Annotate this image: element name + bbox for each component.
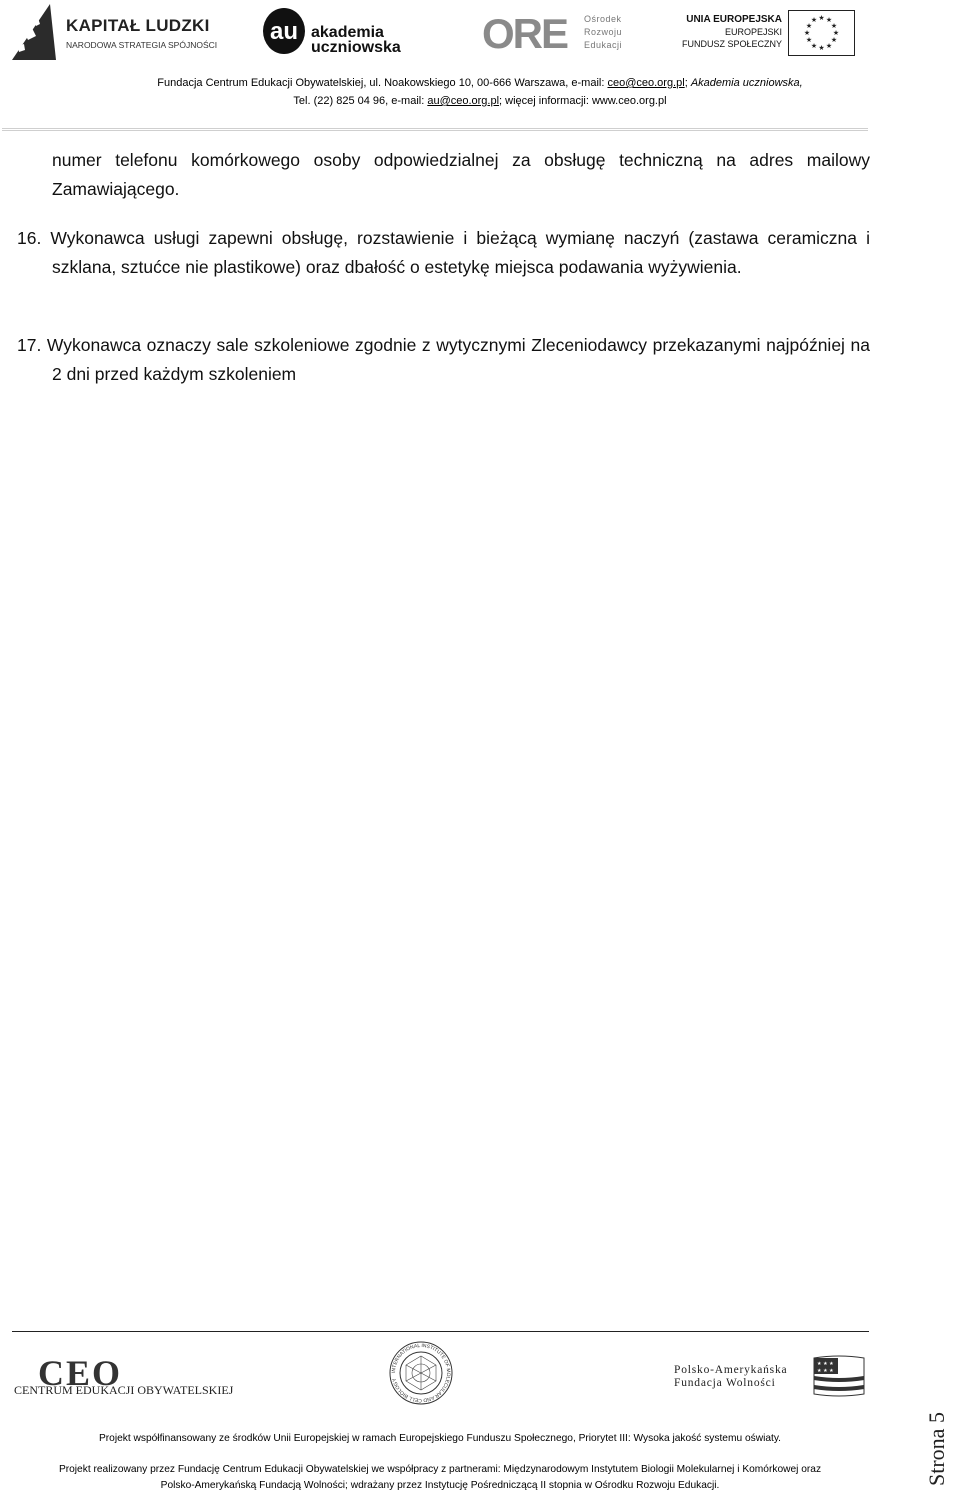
ore-mark-icon — [482, 10, 582, 55]
svg-text:★: ★ — [832, 29, 840, 37]
ceo-logo-mark: CEO — [38, 1353, 123, 1393]
eu-line1: UNIA EUROPEJSKA — [686, 14, 782, 25]
svg-text:★: ★ — [818, 44, 825, 52]
ore-logo — [482, 10, 642, 55]
contact-line-1: Fundacja Centrum Edukacji Obywatelskiej, ul. Noakowskiego 10, 00-666 Warszawa, e-mail: ceo@ceo.org.pl; Akademia uczniowska, — [157, 77, 803, 89]
pafw-line2: Fundacja Wolności — [674, 1377, 776, 1389]
svg-text:★: ★ — [810, 16, 818, 24]
ceo-logo-subtitle: CENTRUM EDUKACJI OBYWATELSKIEJ — [14, 1383, 234, 1397]
footer-note-1: Projekt współfinansowany ze środków Unii Europejskiej w ramach Europejskiego Funduszu Społecznego, Priorytet III: Wysoka jakość systemu oświaty. — [98, 1433, 781, 1444]
eu-line2: EUROPEJSKI — [724, 27, 782, 37]
svg-text:★: ★ — [830, 22, 838, 30]
svg-text:★: ★ — [805, 22, 813, 30]
eu-line3: FUNDUSZ SPOŁECZNY — [681, 39, 782, 49]
iimcb-logo-icon — [388, 1340, 454, 1406]
svg-text:★: ★ — [803, 29, 811, 37]
footer-note-2: Projekt realizowany przez Fundację Centrum Edukacji Obywatelskiej we współpracy z partnerami: Międzynarodowym Instytutem Biologii Molekularnej i Komórkowej oraz — [58, 1464, 822, 1475]
ceo-email-link[interactable]: ceo@ceo.org.pl — [607, 77, 685, 89]
au-line1: akademia — [311, 24, 384, 41]
au-email-link[interactable]: au@ceo.org.pl — [427, 95, 500, 107]
pafw-flag-icon — [812, 1354, 866, 1398]
ore-sub-line1: Ośrodek — [584, 14, 622, 24]
svg-text:★: ★ — [805, 36, 813, 44]
eu-flag-icon — [788, 10, 855, 56]
item-17-number: 17. — [17, 335, 42, 355]
header-divider — [2, 128, 868, 131]
footer-note-3: Polsko-Amerykańską Fundacją Wolności; wdrażany przez Instytucję Pośredniczącą II stopnia w Ośrodku Rozwoju Edukacji. — [160, 1480, 720, 1491]
au-mark-icon — [262, 6, 310, 56]
paragraph-continuation: numer telefonu komórkowego osoby odpowiedzialnej za obsługę techniczną na adres mailowy Zamawiającego. — [52, 150, 870, 199]
item-16-text: Wykonawca usługi zapewni obsługę, rozstawienie i bieżącą wymianę naczyń (zastawa ceramiczna i szklana, sztućce nie plastikowe) oraz dbałość o estetykę miejsca podawania wyżywienia. — [50, 228, 870, 277]
contact-line-2: Tel. (22) 825 04 96, e-mail: au@ceo.org.pl; więcej informacji: www.ceo.org.pl — [293, 95, 667, 107]
footer-divider — [12, 1331, 869, 1332]
ore-sub-line2: Rozwoju — [584, 27, 623, 37]
iimcb-ring-text: INTERNATIONAL INSTITUTE OF MOLECULAR AND CELL BIOLOGY — [390, 1342, 452, 1404]
page-number: Strona 5 — [924, 1412, 949, 1486]
kapital-ludzki-subtitle: NARODOWA STRATEGIA SPÓJNOŚCI — [66, 40, 218, 50]
svg-text:★: ★ — [818, 14, 825, 22]
list-item-16 — [17, 224, 870, 282]
au-line2: uczniowska — [311, 39, 401, 56]
au-mark-text: au — [269, 18, 299, 45]
kapital-ludzki-emblem-icon — [10, 2, 58, 62]
kapital-ludzki-logo — [10, 2, 218, 62]
item-17-text: Wykonawca oznaczy sale szkoleniowe zgodnie z wytycznymi Zleceniodawcy przekazanymi najpóźniej na 2 dni przed każdym szkoleniem — [46, 335, 870, 384]
item-16-number: 16. — [17, 228, 42, 248]
svg-text:★: ★ — [825, 16, 833, 24]
pafw-line1: Polsko-Amerykańska — [674, 1364, 788, 1376]
ore-mark-text: ORE — [482, 10, 568, 55]
svg-text:★: ★ — [810, 42, 818, 50]
akademia-uczniowska-logo — [262, 6, 401, 58]
svg-text:★ ★ ★: ★ ★ ★ — [817, 1361, 834, 1367]
svg-text:★ ★ ★: ★ ★ ★ — [817, 1368, 834, 1374]
list-item-17 — [17, 331, 870, 389]
svg-text:★: ★ — [830, 36, 838, 44]
kapital-ludzki-title: KAPITAŁ LUDZKI — [66, 16, 210, 35]
svg-text:★: ★ — [825, 42, 833, 50]
ore-sub-line3: Edukacji — [584, 40, 623, 50]
